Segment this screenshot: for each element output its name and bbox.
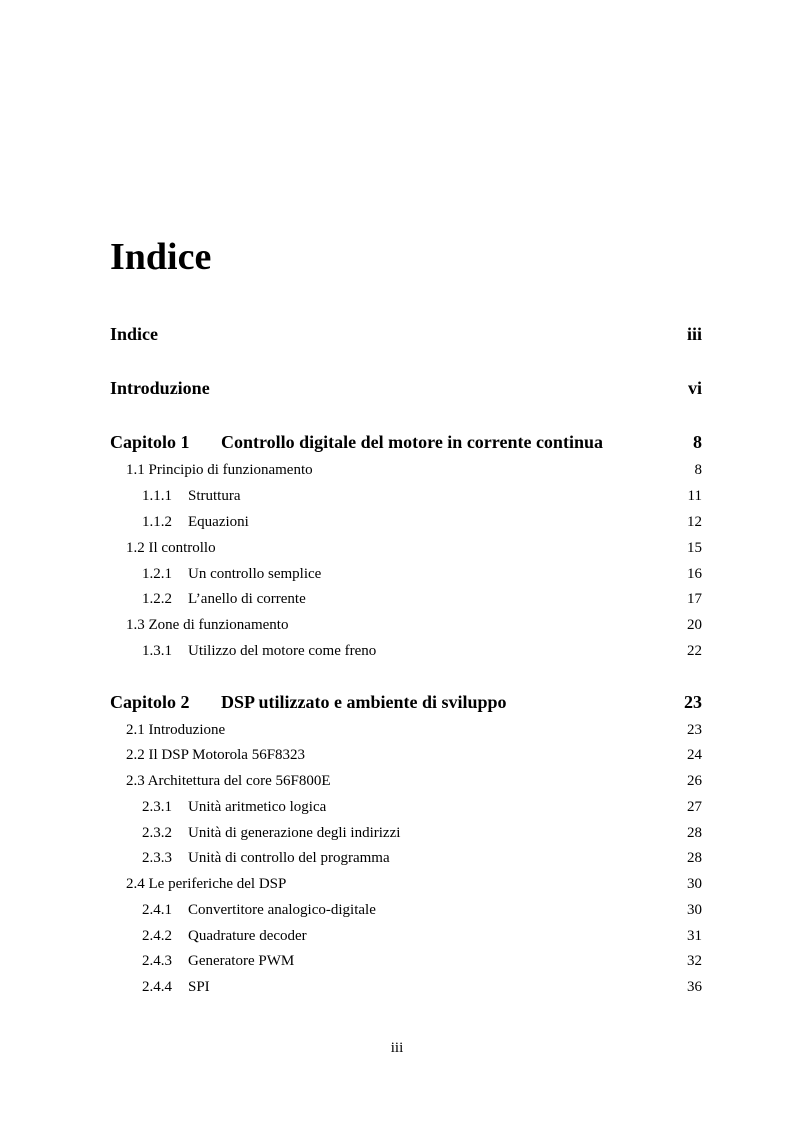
toc-subsection[interactable] bbox=[0, 566, 794, 588]
toc-entry-number: 1.1.1 bbox=[142, 488, 172, 504]
toc-entry-label: 2.1 Introduzione bbox=[126, 722, 226, 738]
toc-entry-number: 2.4.4 bbox=[142, 979, 172, 995]
toc-entry-page: iii bbox=[686, 324, 702, 344]
chapter-title: Controllo digitale del motore in corrente continua bbox=[221, 432, 603, 452]
toc-entry-number: 2.4.3 bbox=[142, 953, 172, 969]
toc-entry-page: 28 bbox=[687, 825, 702, 841]
toc-section[interactable] bbox=[0, 876, 794, 898]
toc-entry-page: 8 bbox=[694, 462, 702, 478]
toc-entry-number: 1.2.1 bbox=[142, 566, 172, 582]
toc-entry-label: SPI bbox=[188, 979, 210, 995]
toc-entry-label: Equazioni bbox=[188, 514, 249, 530]
toc-subsection[interactable] bbox=[0, 902, 794, 924]
toc-entry-label: 1.3 Zone di funzionamento bbox=[126, 617, 289, 633]
toc-entry-page: 23 bbox=[684, 692, 702, 712]
toc-subsection[interactable] bbox=[0, 514, 794, 536]
toc-subsection[interactable] bbox=[0, 850, 794, 872]
toc-subsection[interactable] bbox=[0, 643, 794, 665]
toc-entry-page: 16 bbox=[687, 566, 702, 582]
toc-entry-label: Un controllo semplice bbox=[188, 566, 322, 582]
toc-subsection[interactable] bbox=[0, 825, 794, 847]
toc-subsection[interactable] bbox=[0, 799, 794, 821]
toc-entry-number: 1.2.2 bbox=[142, 591, 172, 607]
toc-entry-page: vi bbox=[687, 378, 702, 398]
toc-entry-page: 15 bbox=[687, 540, 702, 556]
toc-chapter-2[interactable] bbox=[0, 692, 794, 714]
toc-subsection[interactable] bbox=[0, 488, 794, 510]
toc-entry-number: 2.3.3 bbox=[142, 850, 172, 866]
toc-section[interactable] bbox=[0, 773, 794, 795]
toc-entry-label: 1.1 Principio di funzionamento bbox=[126, 462, 313, 478]
chapter-number: Capitolo 2 bbox=[110, 692, 190, 712]
toc-entry-label: Unità di controllo del programma bbox=[188, 850, 390, 866]
toc-section[interactable] bbox=[0, 722, 794, 744]
chapter-title: DSP utilizzato e ambiente di sviluppo bbox=[221, 692, 507, 712]
toc-entry-page: 28 bbox=[687, 850, 702, 866]
toc-entry-label: 1.2 Il controllo bbox=[126, 540, 216, 556]
toc-entry-page: 17 bbox=[687, 591, 702, 607]
toc-entry-page: 36 bbox=[687, 979, 702, 995]
toc-entry-introduzione[interactable] bbox=[0, 378, 794, 400]
toc-entry-label: Convertitore analogico-digitale bbox=[188, 902, 376, 918]
toc-entry-number: 1.3.1 bbox=[142, 643, 172, 659]
toc-section[interactable] bbox=[0, 462, 794, 484]
toc-entry-label: Generatore PWM bbox=[188, 953, 295, 969]
toc-section[interactable] bbox=[0, 747, 794, 769]
toc-entry-number: 2.3.2 bbox=[142, 825, 172, 841]
toc-entry-page: 32 bbox=[687, 953, 702, 969]
toc-entry-label: 2.2 Il DSP Motorola 56F8323 bbox=[126, 747, 306, 763]
toc-entry-page: 31 bbox=[687, 928, 702, 944]
toc-entry-page: 26 bbox=[687, 773, 702, 789]
toc-subsection[interactable] bbox=[0, 591, 794, 613]
page-number: iii bbox=[390, 1040, 404, 1056]
toc-entry-label: Quadrature decoder bbox=[188, 928, 307, 944]
toc-entry-page: 24 bbox=[687, 747, 702, 763]
toc-subsection[interactable] bbox=[0, 979, 794, 1001]
toc-section[interactable] bbox=[0, 540, 794, 562]
toc-entry-page: 20 bbox=[687, 617, 702, 633]
chapter-number: Capitolo 1 bbox=[110, 432, 190, 452]
toc-entry-indice[interactable] bbox=[0, 324, 794, 346]
toc-entry-number: 1.1.2 bbox=[142, 514, 172, 530]
toc-entry-label: 2.4 Le periferiche del DSP bbox=[126, 876, 287, 892]
toc-section[interactable] bbox=[0, 617, 794, 639]
toc-entry-page: 30 bbox=[687, 902, 702, 918]
toc-entry-page: 8 bbox=[693, 432, 702, 452]
toc-entry-label: Unità aritmetico logica bbox=[188, 799, 327, 815]
toc-chapter-1[interactable] bbox=[0, 432, 794, 454]
toc-entry-page: 12 bbox=[687, 514, 702, 530]
toc-subsection[interactable] bbox=[0, 928, 794, 950]
toc-entry-number: 2.4.2 bbox=[142, 928, 172, 944]
toc-entry-page: 23 bbox=[687, 722, 702, 738]
toc-entry-number: 2.4.1 bbox=[142, 902, 172, 918]
toc-entry-page: 22 bbox=[687, 643, 702, 659]
toc-entry-page: 30 bbox=[687, 876, 702, 892]
toc-entry-label: Introduzione bbox=[110, 378, 210, 398]
toc-entry-label: 2.3 Architettura del core 56F800E bbox=[126, 773, 331, 789]
page-title: Indice bbox=[110, 236, 212, 278]
toc-entry-page: 11 bbox=[687, 488, 702, 504]
toc-entry-label: Utilizzo del motore come freno bbox=[188, 643, 377, 659]
toc-entry-page: 27 bbox=[687, 799, 702, 815]
toc-entry-label: L’anello di corrente bbox=[188, 591, 306, 607]
toc-subsection[interactable] bbox=[0, 953, 794, 975]
toc-entry-number: 2.3.1 bbox=[142, 799, 172, 815]
toc-entry-label: Unità di generazione degli indirizzi bbox=[188, 825, 401, 841]
toc-entry-label: Struttura bbox=[188, 488, 241, 504]
toc-entry-label: Indice bbox=[110, 324, 159, 344]
